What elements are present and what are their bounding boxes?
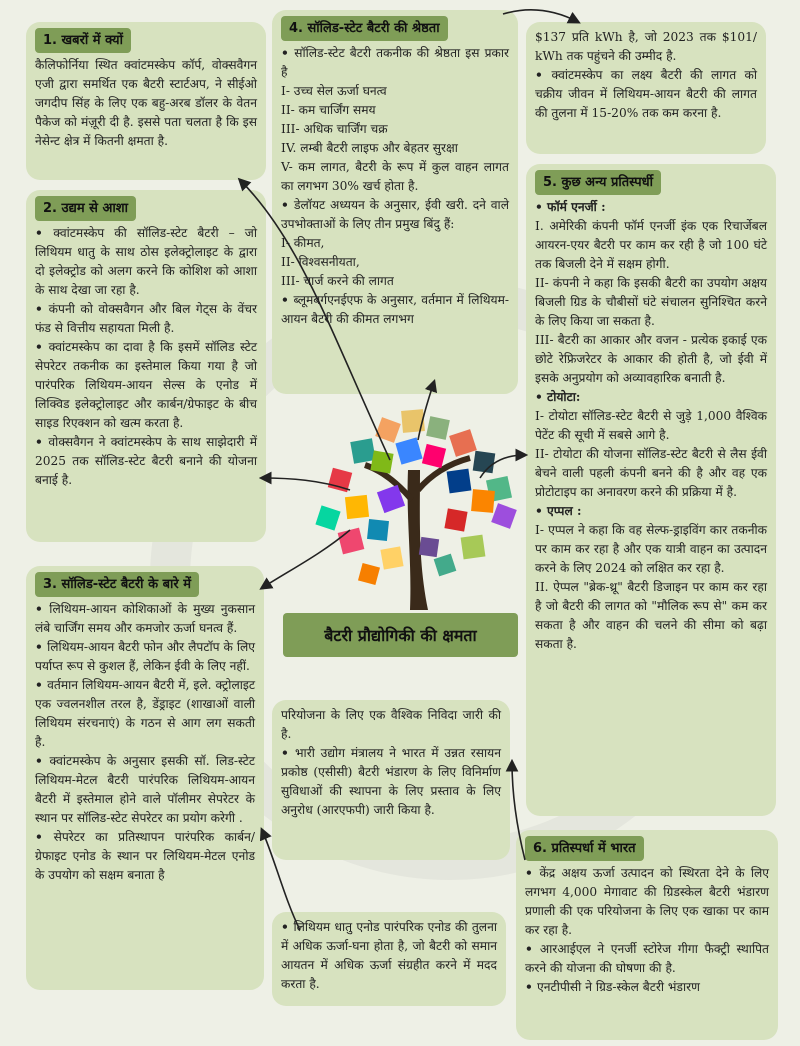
- list-item: II. ऐप्पल "ब्रेक-थ्रू" बैटरी डिजाइन पर काम कर रहा है जो बैटरी की लागत को "मौलिक रूप से" कम कर सकता है और वाहन की चलने की सीमा को बढ़ा सकता है.: [535, 580, 767, 651]
- page-title: बैटरी प्रौद्योगिकी की क्षमता: [283, 613, 518, 657]
- list-item: • क्वांटमस्केप की सॉलिड-स्टेट बैटरी – जो लिथियम धातु के साथ ठोस इलेक्ट्रोलाइट के द्वारा दो इलेक्ट्रोड को अलग करने कि कोशिश को आशा के साथ देखा जा रहा है.: [35, 224, 257, 300]
- list-item: • डेलॉयट अध्ययन के अनुसार, ईवी खरी. दने वाले उपभोक्ताओं के लिए तीन प्रमुख बिंदु हैं:: [281, 196, 509, 234]
- list-item: • आरआईएल ने एनर्जी स्टोरेज गीगा फैक्ट्री स्थापित करने की योजना की घोषणा की है.: [525, 940, 769, 978]
- list-item: III- बैटरी का आकार और वजन - प्रत्येक इकाई एक छोटे रेफ्रिजरेटर के आकार की होती है, जो ईवी में इसके अनुप्रयोग को अव्यावहारिक बनाती है.: [535, 333, 767, 385]
- list-item: • क्वांटमस्केप के अनुसार इसकी सॉ. लिड-स्टेट लिथियम-मेटल बैटरी पारंपरिक लिथियम-आयन बैटरी में इस्तेमाल होने वाले पॉलीमर सेपरेटर के स्थान पर सॉलिड-स्टेट सेपरेटर का प्रयोग करेगी .: [35, 752, 255, 828]
- list-item: • लिथियम-आयन कोशिकाओं के मुख्य नुकसान लंबे चार्जिंग समय और कमजोर ऊर्जा घनत्व हैं.: [35, 600, 255, 638]
- list-item: • केंद्र अक्षय ऊर्जा उत्पादन को स्थिरता देने के लिए लगभग 4,000 मेगावाट की ग्रिडस्केल बैटरी भंडारण प्रणाली की एक परियोजना के लिए एक खाका पर काम कर रहा है.: [525, 864, 769, 940]
- section-news-text: कैलिफोर्निया स्थित क्वांटमस्केप कॉर्प, वोक्सवैगन एजी द्वारा समर्थित एक बैटरी स्टार्टअप, ने सीईओ जगदीप सिंह के लिए एक बहु-अरब डॉलर के वेतन पैकेज को मंज़ूरी दी है. इससे पता चलता है कि इस नेसेन्ट क्षेत्र में कितनी क्षमता है.: [35, 58, 257, 148]
- arrow-to-continued: [503, 10, 578, 22]
- list-item: परियोजना के लिए एक वैश्विक निविदा जारी की है.: [281, 708, 501, 741]
- section-competitors-heading: 5. कुछ अन्य प्रतिस्पर्धी: [535, 170, 661, 195]
- list-item: I. अमेरिकी कंपनी फॉर्म एनर्जी इंक एक रिचार्जेबल आयरन-एयर बैटरी पर काम कर रही है जो 100 घंटे तक बिजली देने में सक्षम होगी.: [535, 219, 767, 271]
- list-item: I- एप्पल ने कहा कि वह सेल्फ-ड्राइविंग कार तकनीक पर काम कर रहा है और एक यात्री वाहन का उत्पादन करने के लिए 2024 को लक्षित कर रहा है.: [535, 523, 767, 575]
- list-item: • वर्तमान लिथियम-आयन बैटरी में, इले. क्ट्रोलाइट एक ज्वलनशील तरल है, डेंड्राइट (शाखाओं वाली लिथियम संरचनाएं) के गठन से आग लग सकती है.: [35, 676, 255, 752]
- company-apple: • एप्पल :: [535, 502, 767, 521]
- list-item: II- टोयोटा की योजना सॉलिड-स्टेट बैटरी से लैस ईवी बेचने वाली पहली कंपनी बनने की है और वह एक प्रोटोटाइप का अनावरण करने की प्रक्रिया में है.: [535, 447, 767, 499]
- list-item: I- उच्च सेल ऊर्जा घनत्व: [281, 84, 387, 98]
- list-item: • कंपनी को वोक्सवैगन और बिल गेट्स के वेंचर फंड से वित्तीय सहायता मिली है.: [35, 300, 257, 338]
- list-item: II- कम चार्जिंग समय: [281, 103, 376, 117]
- section-superiority-heading: 4. सॉलिड-स्टेट बैटरी की श्रेष्ठता: [281, 16, 448, 41]
- list-item: • ब्लूमबर्गएनईएफ के अनुसार, वर्तमान में लिथियम-आयन बैटरी की कीमत लगभग: [281, 291, 509, 329]
- arrow-to-about: [262, 530, 350, 588]
- section-news-heading: 1. खबरों में क्यों: [35, 28, 131, 53]
- list-item: I- कीमत,: [281, 236, 325, 250]
- company-form-energy: • फॉर्म एनर्जी :: [535, 198, 767, 217]
- list-item: $137 प्रति kWh है, जो 2023 तक $101/ kWh तक पहुंचने की उम्मीद है.: [535, 30, 757, 63]
- list-item: • एनटीपीसी ने ग्रिड-स्केल बैटरी भंडारण: [525, 978, 769, 997]
- list-item: II- विश्वसनीयता,: [281, 255, 360, 269]
- company-toyota: • टोयोटा:: [535, 388, 767, 407]
- arrow-to-india: [512, 762, 525, 860]
- list-item: III- चार्ज करने की लागत: [281, 274, 394, 288]
- section-hope-heading: 2. उद्यम से आशा: [35, 196, 136, 221]
- arrow-to-news: [240, 180, 390, 460]
- list-item: • सेपरेटर का प्रतिस्थापन पारंपरिक कार्बन/ ग्रेफाइट एनोड के स्थान पर लिथियम-मेटल एनोड के उपयोग को सक्षम बनाता है: [35, 828, 255, 885]
- list-item: • क्वांटमस्केप का लक्ष्य बैटरी की लागत को चक्रीय जीवन में लिथियम-आयन बैटरी की लागत की तुलना में 15-20% तक कम करना है.: [535, 66, 757, 123]
- list-item: • भारी उद्योग मंत्रालय ने भारत में उन्नत रसायन प्रकोष्ठ (एसीसी) बैटरी भंडारण के लिए विनिर्माण सुविधाओं की स्थापना के लिए प्रस्ताव के लिए अनुरोध (आरएफपी) जारी किया है.: [281, 744, 501, 820]
- list-item: II- कंपनी ने कहा कि इसकी बैटरी का उपयोग अक्षय बिजली ग्रिड के चौबीसों घंटे संचालन सुनिश्चित करने के लिए किया जा सकता है.: [535, 276, 767, 328]
- list-item: • लिथियम-आयन बैटरी फोन और लैपटॉप के लिए पर्याप्त रूप से कुशल हैं, लेकिन ईवी के लिए नहीं.: [35, 638, 255, 676]
- list-item: III- अधिक चार्जिंग चक्र: [281, 122, 388, 136]
- list-item: • सॉलिड-स्टेट बैटरी तकनीक की श्रेष्ठता इस प्रकार है: [281, 44, 509, 82]
- arrow-to-about-cont: [262, 830, 300, 930]
- list-item: • वोक्सवैगन ने क्वांटमस्केप के साथ साझेदारी में 2025 तक सॉलिड-स्टेट बैटरी बनाने की योजना बनाई है.: [35, 433, 257, 490]
- list-item: I- टोयोटा सॉलिड-स्टेट बैटरी से जुड़े 1,000 वैश्विक पेटेंट की सूची में सबसे आगे है.: [535, 409, 767, 442]
- list-item: IV. लम्बी बैटरी लाइफ और बेहतर सुरक्षा: [281, 141, 458, 155]
- list-item: V- कम लागत, बैटरी के रूप में कुल वाहन लागत का लगभग 30% खर्च होता है.: [281, 160, 509, 193]
- list-item: • क्वांटमस्केप का दावा है कि इसमें सॉलिड स्टेट सेपरेटर तकनीक का इस्तेमाल किया गया है जो पारंपरिक लिथियम-आयन सेल्स के एनोड में लिक्विड इलेक्ट्रोलाइट और कार्बन/ग्रेफाइट के बीच साइड रिएक्शन को खत्म करता है.: [35, 338, 257, 433]
- section-india-heading: 6. प्रतिस्पर्धा में भारत: [525, 836, 644, 861]
- section-about-heading: 3. सॉलिड-स्टेट बैटरी के बारे में: [35, 572, 199, 597]
- list-item: • लिथियम धातु एनोड पारंपरिक एनोड की तुलना में अधिक ऊर्जा-घना होता है, जो बैटरी को समान आयतन में अधिक ऊर्जा संग्रहीत करने में मदद करता है.: [281, 918, 497, 994]
